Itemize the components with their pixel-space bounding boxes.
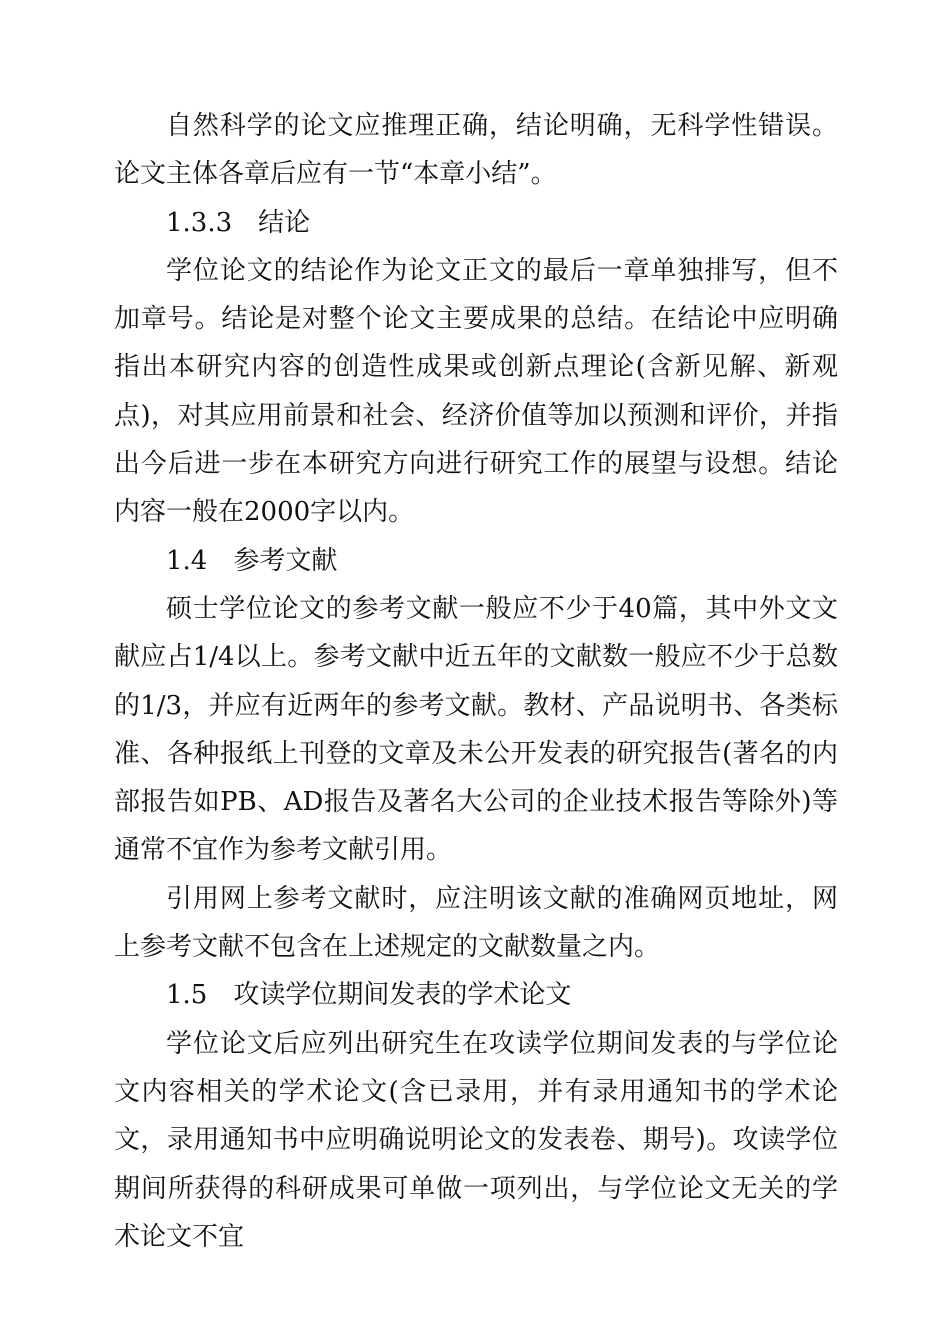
- paragraph-natural-science: 自然科学的论文应推理正确，结论明确，无科学性错误。论文主体各章后应有一节“本章小结”。: [114, 111, 838, 190]
- section-heading-1-3-3: 1.3.3 结论: [166, 207, 311, 238]
- paragraph-conclusion: 学位论文的结论作为论文正文的最后一章单独排写，但不加章号。结论是对整个论文主要成果的总结。在结论中应明确指出本研究内容的创造性成果或创新点理论(含新见解、新观点)，对其应用前景和社会、经济价值等加以预测和评价，并指出今后进一步在本研究方向进行研究工作的展望与设想。结论内容一般在2000字以内。: [114, 255, 838, 528]
- paragraph-references: 硕士学位论文的参考文献一般应不少于40篇，其中外文文献应占1/4以上。参考文献中近五年的文献数一般应不少于总数的1/3，并应有近两年的参考文献。教材、产品说明书、各类标准、各种报纸上刊登的文章及未公开发表的研究报告(著名的内部报告如PB、AD报告及著名大公司的企业技术报告等除外)等通常不宜作为参考文献引用。: [114, 593, 838, 866]
- section-heading-1-5: 1.5 攻读学位期间发表的学术论文: [166, 980, 572, 1011]
- document-body: [114, 102, 838, 1261]
- paragraph-online-references: 引用网上参考文献时，应注明该文献的准确网页地址，网上参考文献不包含在上述规定的文献数量之内。: [114, 883, 838, 963]
- paragraph-publications: 学位论文后应列出研究生在攻读学位期间发表的与学位论文内容相关的学术论文(含已录用，并有录用通知书的学术论文，录用通知书中应明确说明论文的发表卷、期号)。攻读学位期间所获得的科研成果可单做一项列出，与学位论文无关的学术论文不宜: [114, 1028, 838, 1252]
- section-heading-1-4: 1.4 参考文献: [166, 545, 338, 576]
